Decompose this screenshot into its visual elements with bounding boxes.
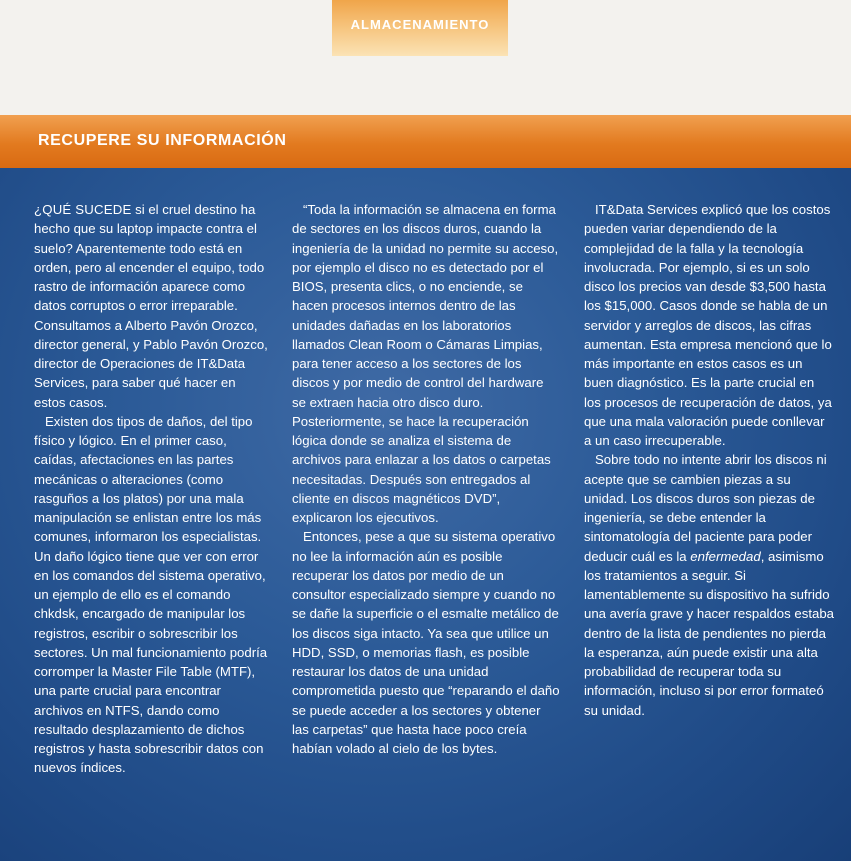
paragraph: Entonces, pese a que su sistema operativo no lee la información aún es posible recuperar los datos por medio de un consultor especializado siempre y cuando no se dañe la superficie o el esmalte metálico de los discos siga intacto. Ya sea que utilice un HDD, SSD, o memorias flash, es posible restaurar los datos de una unidad comprometida puesto que “reparando el daño se puede acceder a los sectores y obtener las carpetas” que hasta hace poco creía habían volado al cielo de los bytes. (292, 529, 560, 756)
column-2 (292, 200, 560, 758)
emphasized-word: enfermedad (690, 548, 761, 564)
article-banner (0, 115, 851, 168)
page-header-area (0, 0, 851, 115)
paragraph: IT&Data Services explicó que los costos pueden variar dependiendo de la complejidad de la falla y la tecnología involucrada. Por ejemplo, si es un solo disco los precios van desde $3,500 hasta los $15,000. Casos donde se habla de un servidor y arreglos de discos, las cifras aumentan. Esta empresa mencionó que lo más importante en estos casos es un buen diagnóstico. Es la parte crucial en los procesos de recuperación de datos, ya que una mala valoración puede conllevar a un caso irrecuperable. (584, 202, 832, 448)
paragraph-text: si el cruel destino ha hecho que su laptop impacte contra el suelo? Aparentemente todo está en orden, pero al encender el equipo, todo rastro de información aparece como datos corruptos o error irreparable. Consultamos a Alberto Pavón Orozco, director general, y Pablo Pavón Orozco, director de Operaciones de IT&Data Services, para saber qué hacer en estos casos. (34, 202, 268, 410)
paragraph-text: , asimismo los tratamientos a seguir. Si lamentablemente su dispositivo ha sufrido una avería grave y hacer respaldos estaba dentro de la lista de pendientes no pierda la esperanza, aún puede existir una alta probabilidad de recuperar toda su información, incluso si por error formateó su unidad. (584, 548, 834, 718)
lead-in: ¿QUÉ SUCEDE (34, 202, 132, 217)
column-3 (584, 200, 834, 720)
paragraph (34, 200, 270, 412)
column-1 (34, 200, 270, 778)
paragraph (584, 450, 834, 720)
paragraph: Existen dos tipos de daños, del tipo físico y lógico. En el primer caso, caídas, afectaciones en las partes mecánicas o alteraciones (como rasguños a los platos) por una mala manipulación se enlistan entre los más comunes, informaron los especialistas. Un daño lógico tiene que ver con error en los comandos del sistema operativo, un ejemplo de ello es el comando chkdsk, encargado de manipular los registros, escribir o sobrescribir los sectores. Un mal funcionamiento podría corromper la Master File Table (MTF), una parte crucial para encontrar archivos en NTFS, dando como resultado desplazamiento de dichos registros y hasta sobrescribir datos con nuevos índices. (34, 413, 268, 776)
section-label: ALMACENAMIENTO (350, 17, 490, 32)
section-tab (332, 0, 508, 56)
paragraph-text: Sobre todo no intente abrir los discos ni acepte que se cambien piezas a su unidad. Los discos duros son piezas de ingeniería, se debe entender la sintomatología del paciente para poder deducir cuál es la (584, 452, 827, 564)
paragraph: “Toda la información se almacena en forma de sectores en los discos duros, cuando la ingeniería de la unidad no permite su acceso, por ejemplo el disco no es detectado por el BIOS, presenta clics, o no enciende, se hacen procesos internos dentro de las unidades dañadas en los laboratorios llamados Clean Room o Cámaras Limpias, para tener acceso a los sectores de los discos y por medio de control del hardware se extraen hacia otro disco duro. Posteriormente, se hace la recuperación lógica donde se analiza el sistema de archivos para enlazar a los datos o carpetas necesitadas. Después son entregados al cliente en discos magnéticos DVD”, explicaron los ejecutivos. (292, 202, 559, 525)
article-title: RECUPERE SU INFORMACIÓN (38, 132, 287, 149)
